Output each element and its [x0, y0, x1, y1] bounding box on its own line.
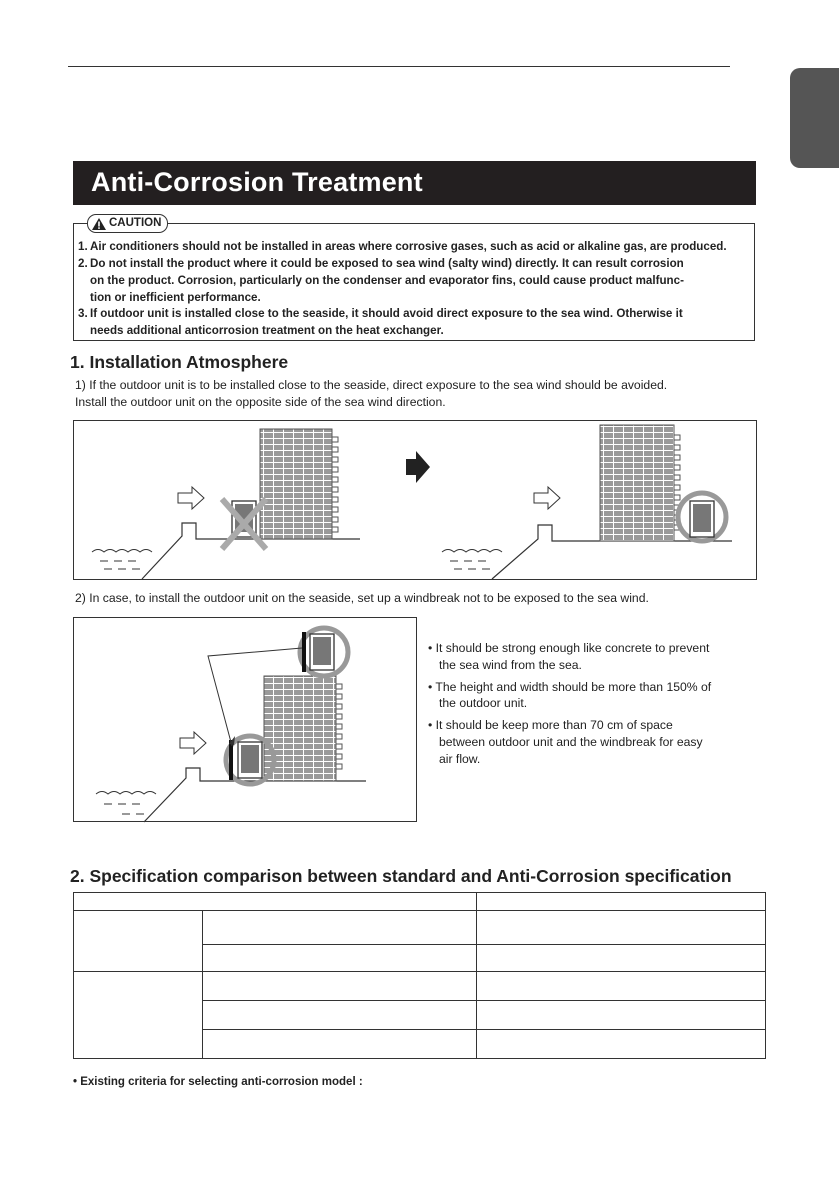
- table-cell: [477, 945, 766, 972]
- caution-item-text: on the product. Corrosion, particularly on the condenser and evaporator fins, could cause product malfunc-: [90, 274, 684, 287]
- caution-item-line: [90, 323, 444, 340]
- windbreak-illustration-panel: [73, 617, 417, 822]
- caution-label: CAUTION: [109, 217, 162, 229]
- section2-heading: 2. Specification comparison between standard and Anti-Corrosion specification: [70, 866, 732, 886]
- arrow-right-icon: [406, 451, 430, 483]
- requirement-item: • It should be keep more than 70 cm of space between outdoor unit and the windbreak for easy air flow.: [428, 718, 703, 766]
- spec-comparison-table: [73, 892, 766, 1059]
- caution-item-text: needs additional anticorrosion treatment on the heat exchanger.: [90, 324, 444, 337]
- caution-item-line: [90, 273, 684, 290]
- page-title: Anti-Corrosion Treatment: [91, 167, 423, 197]
- section1-p1-line: 1) If the outdoor unit is to be installed close to the seaside, direct exposure to the sea wind should be avoided.: [75, 378, 668, 392]
- table-cell: [477, 893, 766, 911]
- section1-heading: 1. Installation Atmosphere: [70, 352, 289, 372]
- header-rule: [68, 66, 730, 67]
- windbreak-illustration: [74, 618, 418, 823]
- table-cell: [477, 911, 766, 945]
- seaside-illustration-panel: [73, 420, 757, 580]
- caution-item-line: [78, 306, 683, 323]
- caution-item-number: 1.: [78, 240, 88, 253]
- requirement-item: • The height and width should be more than 150% of the outdoor unit.: [428, 679, 712, 711]
- caution-item-number: 2.: [78, 257, 88, 270]
- table-cell: [203, 945, 477, 972]
- table-row: [74, 911, 766, 945]
- table-cell: [203, 911, 477, 945]
- table-cell: [74, 911, 203, 972]
- seaside-illustration: [74, 421, 758, 581]
- windbreak-wall: [229, 740, 233, 780]
- caution-item-number: 3.: [78, 307, 88, 320]
- caution-item-text: Air conditioners should not be installed in areas where corrosive gases, such as acid or alkaline gas, are produced.: [90, 240, 727, 253]
- caution-item-line: [78, 239, 727, 256]
- caution-item-text: tion or inefficient performance.: [90, 291, 261, 304]
- criteria-note: • Existing criteria for selecting anti-corrosion model :: [73, 1076, 363, 1088]
- table-cell: [203, 972, 477, 1001]
- caution-item-text: Do not install the product where it could be exposed to sea wind (salty wind) directly. It can result corrosion: [90, 257, 684, 270]
- table-cell: [477, 1030, 766, 1059]
- requirement-item: • It should be strong enough like concrete to prevent the sea wind from the sea.: [428, 641, 710, 672]
- wind-arrow-icon: [180, 732, 206, 754]
- table-cell: [74, 972, 203, 1059]
- caution-item-line: [78, 256, 684, 273]
- caution-badge: [87, 214, 168, 233]
- outdoor-unit-icon: [238, 742, 262, 778]
- table-cell: [203, 1001, 477, 1030]
- table-cell: [203, 1030, 477, 1059]
- wind-arrow-icon: [178, 487, 204, 509]
- language-tab: [790, 68, 839, 168]
- table-cell: [74, 893, 477, 911]
- correct-placement-scene: [442, 425, 732, 579]
- table-row: [74, 893, 766, 911]
- outdoor-unit-icon: [310, 634, 334, 670]
- table-cell: [477, 1001, 766, 1030]
- wind-arrow-icon: [534, 487, 560, 509]
- windbreak-wall: [302, 632, 306, 672]
- table-cell: [477, 972, 766, 1001]
- caution-item-line: [90, 290, 261, 307]
- outdoor-unit-icon: [690, 501, 714, 537]
- incorrect-placement-scene: [92, 429, 360, 579]
- table-row: [74, 972, 766, 1001]
- title-bar: [73, 161, 756, 205]
- section1-p1-line: Install the outdoor unit on the opposite side of the sea wind direction.: [75, 394, 446, 409]
- windbreak-requirements: [428, 640, 711, 773]
- warning-icon: [92, 218, 106, 230]
- section1-paragraph1: [75, 377, 667, 410]
- caution-item-text: If outdoor unit is installed close to the seaside, it should avoid direct exposure to the sea wind. Otherwise it: [90, 307, 683, 320]
- section1-paragraph2: 2) In case, to install the outdoor unit on the seaside, set up a windbreak not to be exposed to the sea wind.: [75, 591, 649, 605]
